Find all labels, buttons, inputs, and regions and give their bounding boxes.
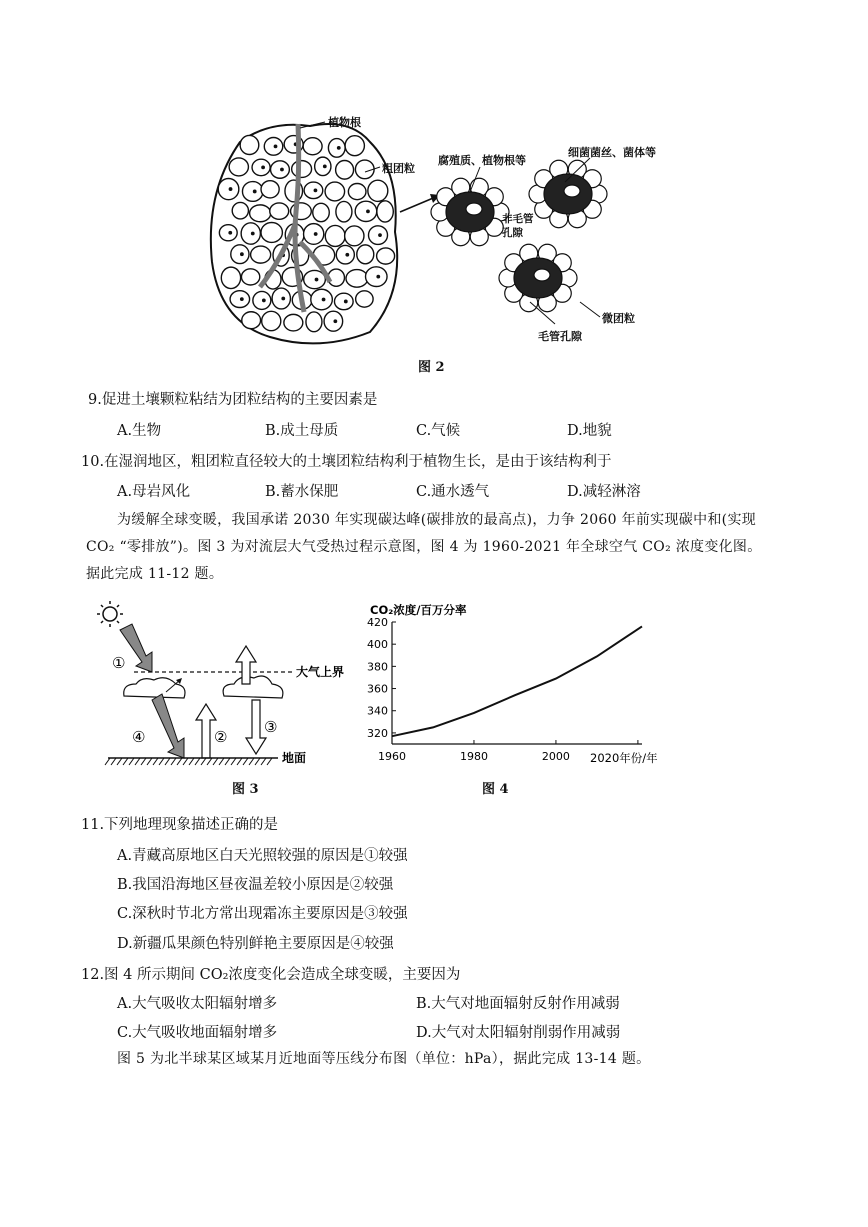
soil-grain: [272, 288, 290, 309]
q11-option-b: B.我国沿海地区昼夜温差较小原因是②较强: [117, 877, 394, 893]
grain-dot: [263, 299, 265, 301]
soil-grain: [241, 269, 259, 285]
q9-option-b: B.成土母质: [265, 423, 339, 439]
ground-hatch: [129, 758, 134, 765]
arrow-4-radiation: [152, 694, 184, 758]
soil-grain: [253, 291, 271, 309]
label-noncapillary-pore: [502, 212, 534, 239]
arrow-2-ground-radiation: [196, 704, 216, 758]
figure-4-co2-chart: [356, 600, 676, 775]
soil-grain: [292, 161, 312, 178]
figure-3-atmosphere-heating-diagram: [96, 600, 345, 770]
soil-grain: [240, 135, 259, 154]
soil-grain: [324, 311, 343, 331]
soil-grain: [270, 203, 289, 219]
q10-option-c: C.通水透气: [416, 484, 490, 500]
soil-grain: [345, 136, 364, 156]
label-humus: 腐殖质、植物根等: [438, 154, 526, 167]
ground-hatch: [135, 758, 140, 765]
soil-grain: [346, 270, 368, 288]
soil-grain: [218, 179, 239, 200]
ground-hatch: [141, 758, 146, 765]
grain-dot: [274, 145, 276, 147]
x-tick-label: 2000: [541, 750, 570, 763]
passage-line-2: CO₂ “零排放”)。图 3 为对流层大气受热过程示意图，图 4 为 1960-2021 年全球空气 CO₂ 浓度变化图。: [86, 539, 762, 555]
cloud-right: [223, 676, 283, 698]
grain-dot: [229, 188, 231, 190]
soil-grain: [251, 246, 271, 263]
grain-dot: [241, 298, 243, 300]
aggregate-pore: [564, 185, 580, 197]
soil-grain: [311, 289, 333, 310]
grain-dot: [314, 233, 316, 235]
soil-grain: [325, 225, 345, 246]
y-tick-label: 340: [367, 704, 388, 718]
grain-dot: [322, 298, 324, 300]
soil-grain: [231, 245, 249, 264]
grain-dot: [346, 254, 348, 256]
question-10-stem: 10.在湿润地区，粗团粒直径较大的土壤团粒结构利于植物生长，是由于该结构利于: [81, 454, 612, 470]
ground-hatch: [147, 758, 152, 765]
x-tick-label: 1960: [378, 750, 406, 763]
soil-grain: [264, 138, 282, 156]
ground-hatch: [159, 758, 164, 765]
soil-grain: [377, 201, 393, 222]
grain-dot: [314, 189, 316, 191]
ground-hatch: [117, 758, 122, 765]
soil-grain: [315, 157, 331, 175]
co2-series-line: [392, 626, 642, 736]
passage-line-3: 据此完成 11-12 题。: [86, 566, 224, 582]
label-fungi: 细菌菌丝、菌体等: [568, 146, 656, 159]
ground-hatch: [261, 758, 266, 765]
figure-2-caption: 图 2: [418, 360, 445, 375]
ground-hatch: [123, 758, 128, 765]
soil-grain: [221, 267, 240, 288]
q10-option-b: B.蓄水保肥: [265, 484, 339, 500]
ground-hatch: [219, 758, 224, 765]
grain-dot: [241, 253, 243, 255]
ground-hatch: [237, 758, 242, 765]
question-12-stem: 12.图 4 所示期间 CO₂浓度变化会造成全球变暖，主要因为: [81, 967, 461, 983]
soil-grain: [229, 158, 248, 176]
soil-grain: [241, 223, 260, 244]
soil-grain: [313, 203, 330, 221]
label-micro-aggregate: 微团粒: [602, 312, 635, 325]
soil-grain: [304, 224, 324, 245]
ground-hatch: [207, 758, 212, 765]
marker-3: ③: [264, 718, 278, 736]
label-coarse-aggregate: 粗团粒: [382, 162, 415, 175]
ground-hatch: [165, 758, 170, 765]
q11-option-a: A.青藏高原地区白天光照较强的原因是①较强: [117, 848, 408, 864]
soil-grain: [219, 225, 237, 241]
soil-grain: [356, 291, 373, 307]
passage-line-1: 为缓解全球变暖，我国承诺 2030 年实现碳达峰(碳排放的最高点)，力争 2060 年前实现碳中和(实现: [117, 512, 757, 528]
grain-dot: [338, 147, 340, 149]
q10-option-d: D.减轻淋溶: [567, 484, 641, 500]
grain-dot: [262, 166, 264, 168]
soil-grain: [242, 312, 261, 329]
label-ground: 地面: [282, 751, 307, 765]
question-9-stem: 9.促进土壤颗粒粘结为团粒结构的主要因素是: [88, 392, 378, 408]
y-tick-label: 360: [367, 682, 388, 696]
ground-hatch: [255, 758, 260, 765]
soil-grain: [306, 312, 322, 332]
soil-grain: [377, 248, 395, 264]
soil-grain: [304, 182, 323, 199]
q11-option-d: D.新疆瓜果颜色特别鲜艳主要原因是④较强: [117, 936, 394, 952]
ground-hatch: [177, 758, 182, 765]
q11-option-c: C.深秋时节北方常出现霜冻主要原因是③较强: [117, 906, 408, 922]
soil-grain: [271, 161, 290, 178]
grain-dot: [334, 320, 336, 322]
grain-dot: [315, 278, 317, 280]
ground-hatch: [189, 758, 194, 765]
soil-grain: [261, 181, 279, 198]
q12-option-b: B.大气对地面辐射反射作用减弱: [416, 996, 620, 1012]
y-tick-label: 380: [367, 660, 388, 674]
chart-xlabel: 2020年份/年: [590, 751, 658, 765]
label-capillary-pore: 毛管孔隙: [538, 330, 582, 343]
q12-option-a: A.大气吸收太阳辐射增多: [117, 996, 278, 1012]
q12-option-c: C.大气吸收地面辐射增多: [117, 1025, 278, 1041]
arrow-3-atmospheric-counter-radiation: [246, 700, 266, 754]
noncap-line-1: 非毛管: [502, 213, 534, 225]
grain-dot: [254, 190, 256, 192]
ground-hatch: [195, 758, 200, 765]
aggregate-pore: [534, 269, 550, 281]
label-atmosphere-top: 大气上界: [296, 665, 345, 679]
figure-4-caption: 图 4: [482, 782, 509, 797]
figure-3-caption: 图 3: [232, 782, 259, 797]
ground-hatch: [183, 758, 188, 765]
q10-option-a: A.母岩风化: [117, 484, 191, 500]
marker-2: ②: [214, 728, 228, 746]
soil-grain: [284, 314, 303, 331]
cloud-left: [124, 678, 185, 698]
soil-grain: [336, 161, 354, 180]
q9-option-a: A.生物: [117, 423, 162, 439]
ground-hatch: [225, 758, 230, 765]
grain-dot: [379, 234, 381, 236]
ground-hatch: [267, 758, 272, 765]
passage-fig5: 图 5 为北半球某区域某月近地面等压线分布图（单位：hPa），据此完成 13-14 题。: [117, 1051, 651, 1067]
soil-grain: [304, 270, 326, 288]
marker-4: ④: [132, 728, 146, 746]
grain-dot: [252, 232, 254, 234]
ground-hatch: [201, 758, 206, 765]
soil-grain: [368, 226, 387, 245]
grain-dot: [367, 210, 369, 212]
ground-hatch: [243, 758, 248, 765]
soil-grain: [242, 182, 262, 202]
soil-grain: [355, 201, 377, 221]
y-tick-label: 420: [367, 616, 388, 629]
noncap-line-2: 孔隙: [502, 227, 523, 239]
sun-icon: [97, 601, 123, 627]
soil-grain: [250, 205, 271, 222]
soil-grain: [345, 226, 364, 246]
q12-option-d: D.大气对太阳辐射削弱作用减弱: [416, 1025, 621, 1041]
soil-grain: [336, 201, 352, 222]
marker-1: ①: [112, 654, 126, 672]
grain-dot: [229, 232, 231, 234]
ground-hatch: [249, 758, 254, 765]
ground-hatch: [171, 758, 176, 765]
y-tick-label: 320: [367, 726, 388, 740]
q9-option-c: C.气候: [416, 423, 461, 439]
soil-grain: [334, 293, 353, 310]
soil-grain: [366, 267, 388, 287]
soil-grain: [325, 182, 345, 201]
grain-dot: [324, 165, 326, 167]
ground-hatch: [105, 758, 110, 765]
soil-grain: [328, 139, 345, 158]
grain-dot: [282, 297, 284, 299]
ground-hatch: [213, 758, 218, 765]
figure-2-soil-aggregate-diagram: [200, 112, 700, 352]
grain-dot: [345, 300, 347, 302]
chart-ylabel: CO₂浓度/百万分率: [370, 603, 467, 617]
x-tick-label: 1980: [459, 750, 488, 763]
question-11-stem: 11.下列地理现象描述正确的是: [81, 817, 279, 833]
ground-hatch: [231, 758, 236, 765]
soil-grain: [303, 138, 322, 155]
grain-dot: [281, 168, 283, 170]
ground-hatch: [153, 758, 158, 765]
soil-grain: [252, 159, 270, 175]
label-plant-root: 植物根: [328, 116, 361, 129]
soil-grain: [348, 184, 366, 200]
soil-grain: [357, 245, 374, 264]
soil-grain: [230, 291, 250, 308]
ground-hatch: [111, 758, 116, 765]
soil-grain: [368, 180, 388, 201]
aggregate-pore: [466, 203, 482, 215]
q9-option-d: D.地貌: [567, 423, 612, 439]
soil-grain: [355, 160, 374, 179]
soil-grain: [262, 311, 281, 330]
y-tick-label: 400: [367, 638, 388, 652]
soil-grain: [261, 222, 282, 242]
soil-grain: [336, 245, 354, 264]
soil-grain: [232, 202, 248, 218]
grain-dot: [377, 275, 379, 277]
